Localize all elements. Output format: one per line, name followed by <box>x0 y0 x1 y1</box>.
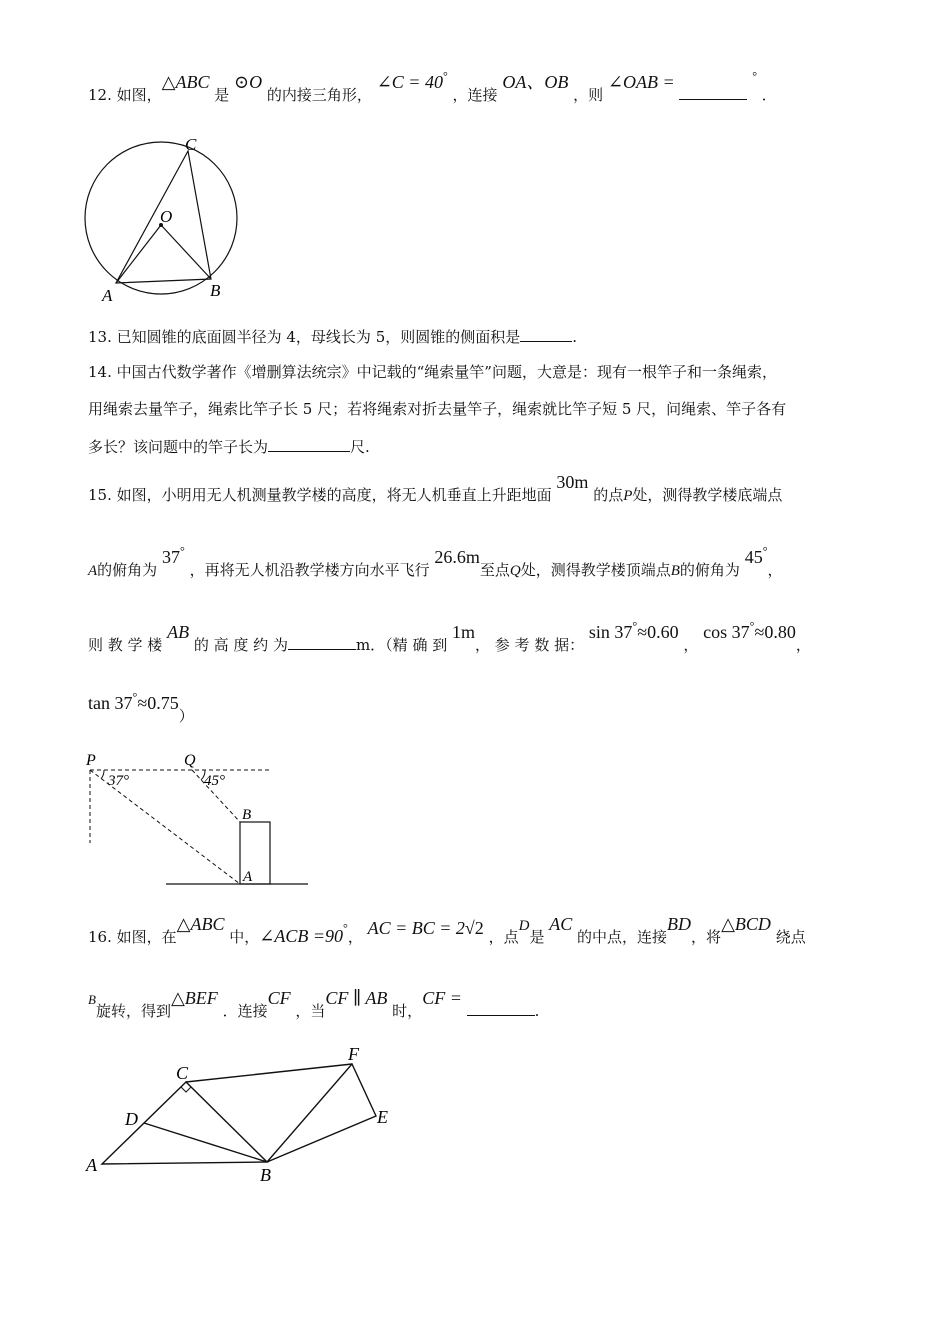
q16-cf-eq: CF = <box>422 988 462 1008</box>
q16-label-c: C <box>176 1063 189 1083</box>
q14-tail: 尺. <box>350 438 370 456</box>
q15-sin: sin 37 <box>588 622 633 642</box>
q12-line <box>88 69 777 106</box>
q15-segment-ab: AB <box>167 622 190 642</box>
q14-line-1: 14. 中国古代数学著作《增删算法统宗》中记载的“绳索量竿”问题，大意是：现有一根竿子和一条绳索， <box>88 363 777 381</box>
q15-point-b: B <box>670 563 680 579</box>
q12-answer-blank <box>679 85 747 100</box>
q16-mid: 的中点，连接 <box>577 928 668 946</box>
q12-circle: ⊙O <box>234 72 263 92</box>
q16-when: ，当 <box>295 1002 326 1020</box>
q12-label-o: O <box>160 207 173 226</box>
q15-label-b: B <box>242 807 252 823</box>
q15-deg-sin: ° <box>632 619 638 633</box>
q14-line-3 <box>88 437 370 457</box>
q16-cf: CF <box>267 988 291 1008</box>
q16-comma: ， <box>347 928 363 946</box>
q16-triangle: △ABC <box>176 914 225 934</box>
q15-comma-2: ， <box>795 636 811 654</box>
q16-ac-bc: AC = BC = 2 <box>367 918 465 938</box>
q16-label-d: D <box>125 1109 138 1129</box>
q16-answer-blank <box>467 1001 535 1016</box>
q15-l2e: 的俯角为 <box>679 561 740 579</box>
q12-figure <box>80 130 250 310</box>
q15-deg-tan: ° <box>132 690 138 704</box>
q12-label-c: C <box>185 135 197 154</box>
q12-segment-oa <box>116 225 161 283</box>
q12-angle-c: ∠C = 40 <box>376 72 443 92</box>
q16-sqrt2: √2 <box>464 918 484 938</box>
q15-point-a: A <box>88 563 98 579</box>
q16-angle-acb: ∠ACB =90 <box>259 926 343 946</box>
q15-l1a: 15. 如图，小明用无人机测量教学楼的高度，将无人机垂直上升距地面 <box>88 486 552 504</box>
q15-cos: cos 37 <box>703 622 750 642</box>
q13-line <box>88 327 577 347</box>
q15-l1b: 的点 <box>593 486 624 504</box>
q15-label-q: Q <box>184 752 196 769</box>
q15-answer-blank <box>288 635 356 650</box>
q16-conn: ．连接 <box>222 1002 268 1020</box>
q15-line-1 <box>88 472 783 506</box>
q12-triangle: △ABC <box>161 72 210 92</box>
q15-l1c: 处，测得教学楼底端点 <box>632 486 783 504</box>
q15-tan: tan 37 <box>88 693 133 713</box>
q15-tan-value: ≈0.75 <box>137 693 179 713</box>
q15-angle-45: 45 <box>744 547 763 567</box>
q15-figure <box>80 745 320 893</box>
q15-l2f: ， <box>767 561 783 579</box>
q12-then: ，则 <box>573 86 604 104</box>
q12-label-a: A <box>102 286 113 305</box>
q15-l2d: 处，测得教学楼顶端点 <box>520 561 671 579</box>
q15-l2a: 的俯角为 <box>97 561 158 579</box>
q12-inscribed: 的内接三角形， <box>266 86 372 104</box>
q16-bcd: △BCD <box>721 914 771 934</box>
q14-line-3-text: 多长？该问题中的竿子长为 <box>88 438 269 456</box>
q16-ac: AC <box>549 914 573 934</box>
q15-label-37: 37° <box>108 773 129 789</box>
q14-line-2: 用绳索去量竿子，绳索比竿子长 5 尺；若将绳索对折去量竿子，绳索就比竿子短 5 尺，问绳索、竿子各有 <box>88 400 787 418</box>
q13-tail: . <box>572 328 578 346</box>
q16-bef: △BEF <box>170 988 218 1008</box>
q15-l2b: ，再将无人机沿教学楼方向水平飞行 <box>189 561 430 579</box>
q16-triangle-bef <box>267 1064 376 1162</box>
q15-line-4 <box>88 690 194 727</box>
q15-precision: 1m <box>452 622 476 642</box>
q15-point-q: Q <box>509 563 521 579</box>
q12-is: 是 <box>214 86 230 104</box>
q16-deg: ° <box>343 921 348 935</box>
q15-deg-cos: ° <box>749 619 755 633</box>
q15-l3c: m．（精 确 到 <box>355 636 448 654</box>
q15-label-45: 45° <box>204 773 225 789</box>
q12-connect: ，连接 <box>452 86 498 104</box>
q12-num: 12. 如图， <box>88 86 162 104</box>
q12-segment-ob <box>161 225 211 279</box>
q15-comma-1: ， <box>683 636 699 654</box>
q16-right-angle-mark <box>181 1087 191 1092</box>
q15-label-p: P <box>86 752 96 769</box>
q12-label-b: B <box>210 281 221 300</box>
q13-answer-blank <box>520 327 572 342</box>
q12-oa-ob: OA、OB <box>502 72 569 92</box>
q15-point-p: P <box>623 488 633 504</box>
q16-segment-bd <box>144 1123 267 1162</box>
q16-segment-cf <box>186 1064 352 1082</box>
q15-l3d: ， 参 考 数 据： <box>475 636 585 654</box>
q15-sin-value: ≈0.60 <box>637 622 679 642</box>
q15-close: ） <box>178 707 194 725</box>
q16-label-f: F <box>348 1044 359 1064</box>
q15-arc-37 <box>101 770 104 779</box>
q16-parallel: CF ∥ AB <box>325 988 388 1008</box>
q15-cos-value: ≈0.80 <box>754 622 796 642</box>
q15-l2c: 至点 <box>479 561 510 579</box>
q15-line-3 <box>88 619 811 656</box>
q16-point-d: D <box>518 918 530 934</box>
q16-tail: . <box>534 1002 540 1020</box>
q16-rot: 旋转，得到 <box>95 1002 171 1020</box>
q16-dot: ，点 <box>488 928 519 946</box>
q16-point-b: B <box>88 992 96 1007</box>
q15-line-2 <box>88 544 783 581</box>
q15-height-30m: 30m <box>556 472 589 492</box>
q15-l3a: 则 教 学 楼 <box>88 636 163 654</box>
q14-answer-blank <box>268 437 350 452</box>
q16-label-b: B <box>260 1165 271 1185</box>
q16-is: 是 <box>529 928 545 946</box>
q15-label-a: A <box>243 869 253 885</box>
q16-line-1 <box>88 914 806 948</box>
q15-distance: 26.6m <box>434 547 480 567</box>
q12-deg: ° <box>442 69 448 83</box>
q13-text: 13. 已知圆锥的底面圆半径为 4，母线长为 5，则圆锥的侧面积是 <box>88 328 521 346</box>
q12-angle-oab: ∠OAB = <box>607 72 675 92</box>
q16-label-e: E <box>377 1107 388 1127</box>
q15-angle-37: 37 <box>161 547 180 567</box>
q16-line-2 <box>88 988 540 1022</box>
q16-l1a: 16. 如图，在 <box>88 928 177 946</box>
q15-deg-45: ° <box>762 544 768 558</box>
q16-figure <box>80 1040 400 1190</box>
q16-time: 时， <box>392 1002 423 1020</box>
q12-deg-2: ° <box>752 69 758 83</box>
q16-around: 绕点 <box>775 928 806 946</box>
q15-l3b: 的 高 度 约 为 <box>193 636 288 654</box>
q12-tail: ． <box>761 86 777 104</box>
q16-l1b: 中， <box>229 928 260 946</box>
q16-will: ，将 <box>691 928 722 946</box>
q16-bd: BD <box>667 914 692 934</box>
q16-label-a: A <box>86 1155 97 1175</box>
q15-deg-37: ° <box>179 544 185 558</box>
